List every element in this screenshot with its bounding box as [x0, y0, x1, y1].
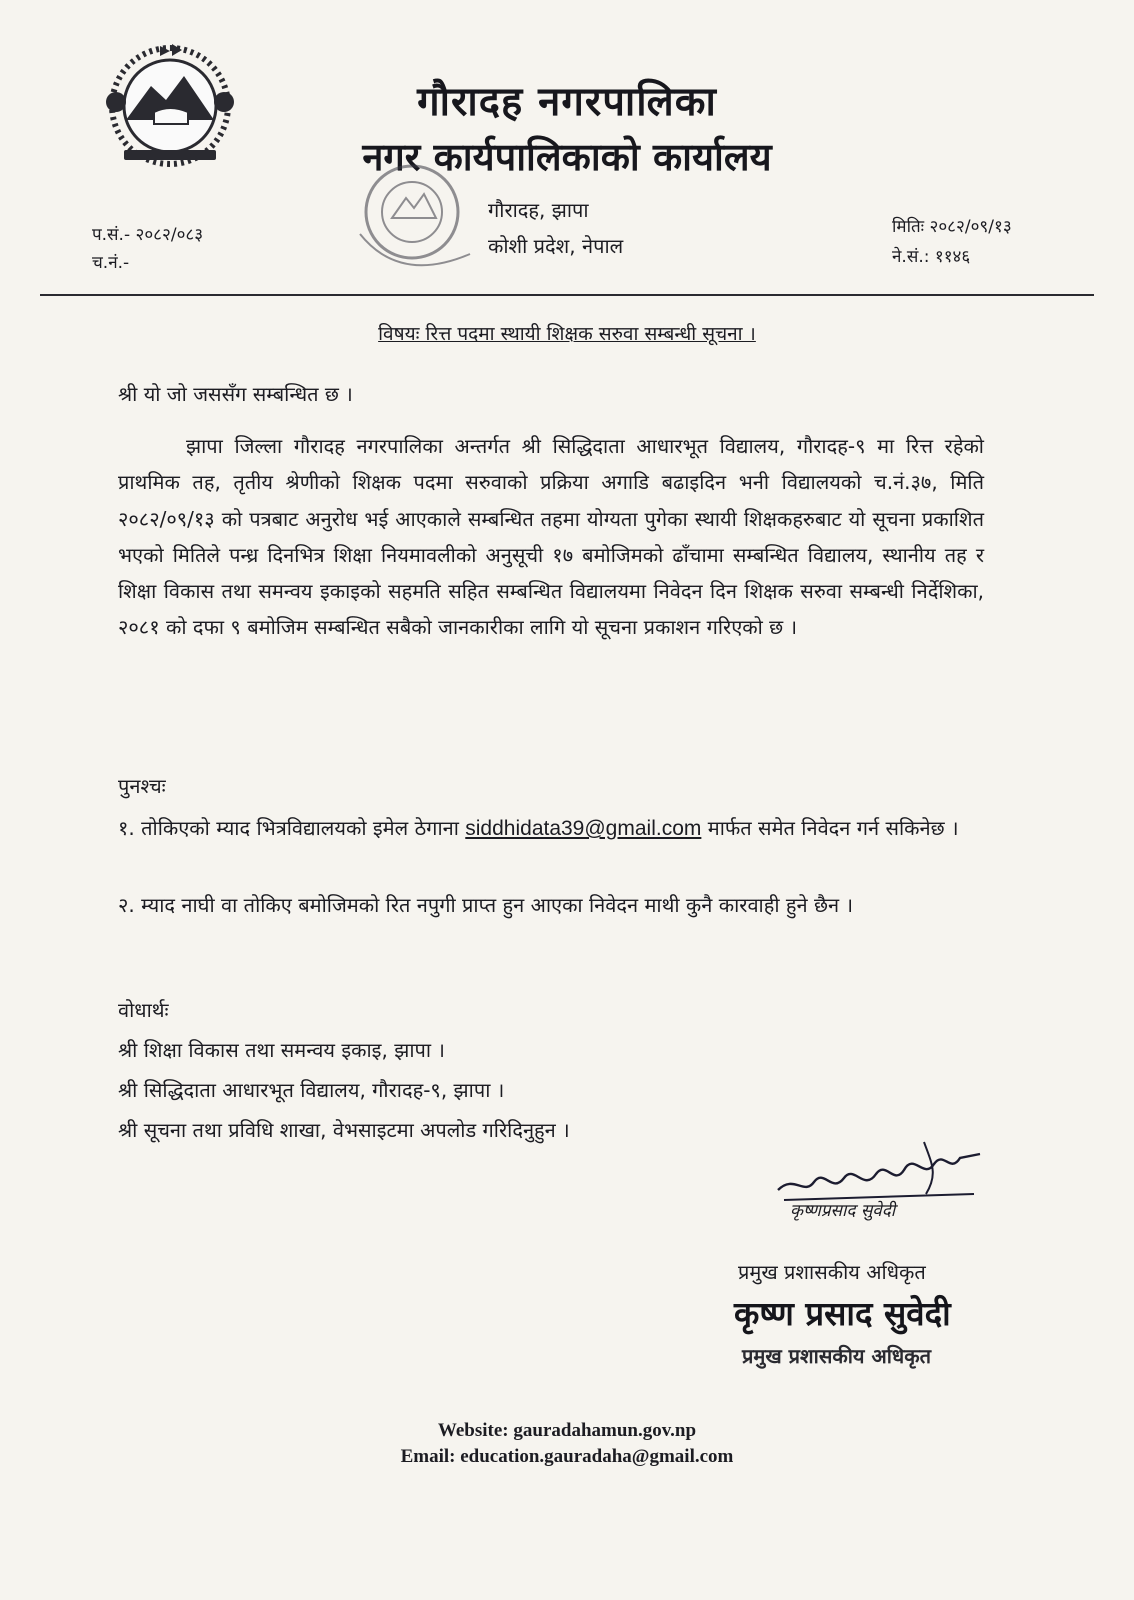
org-name: गौरादह नगरपालिका — [417, 79, 717, 125]
postscript-item-1 — [118, 810, 984, 847]
office-name: नगर कार्यपालिकाको कार्यालय — [362, 135, 772, 179]
letter-date: मितिः २०८२/०९/१३ — [892, 217, 1012, 237]
body-paragraph: झापा जिल्ला गौरादह नगरपालिका अन्तर्गत श्री सिद्धिदाता आधारभूत विद्यालय, गौरादह-९ मा रित्त रहेको प्राथमिक तह, तृतीय श्रेणीको शिक्षक पदमा सरुवाको प्रक्रिया अगाडि बढाइदिन भनी विद्यालयको च.नं.३७, मिति २०८२/०९/१३ को पत्रबाट अनुरोध भई आएकाले सम्बन्धित तहमा योग्यता पुगेका स्थायी शिक्षकहरुबाट यो सूचना प्रकाशित भएको मितिले पन्ध्र दिनभित्र शिक्षा नियमावलीको अनुसूची १७ बमोजिमको ढाँचामा सम्बन्धित विद्यालय, स्थानीय तह र शिक्षा विकास तथा समन्वय इकाइको सहमति सहित सम्बन्धित विद्यालयमा निवेदन दिन शिक्षक सरुवा सम्बन्धी निर्देशिका, २०८१ को दफा ९ बमोजिम सम्बन्धित सबैको जानकारीका लागि यो सूचना प्रकाशन गरिएको छ । — [118, 434, 984, 640]
postscript-1-after: मार्फत समेत निवेदन गर्न सकिनेछ । — [701, 816, 959, 840]
subject-text: विषयः रित्त पदमा स्थायी शिक्षक सरुवा सम्बन्धी सूचना । — [378, 323, 756, 345]
office-seal-icon — [340, 154, 490, 292]
school-email-link[interactable]: siddhidata39@gmail.com — [465, 817, 702, 840]
cc-item: श्री सिद्धिदाता आधारभूत विद्यालय, गौरादह-९, झापा । — [118, 1078, 505, 1102]
footer-email[interactable]: Email: education.gauradaha@gmail.com — [400, 1446, 734, 1467]
address-line-2: कोशी प्रदेश, नेपाल — [488, 234, 624, 258]
signatory-handwritten-name: कृष्णप्रसाद सुवेदी — [790, 1201, 896, 1221]
cc-item: श्री सूचना तथा प्रविधि शाखा, वेभसाइटमा अपलोड गरिदिनुहुन । — [118, 1118, 570, 1142]
name-stamp: कृष्ण प्रसाद सुवेदी — [734, 1294, 951, 1333]
title-stamp: प्रमुख प्रशासकीय अधिकृत — [742, 1344, 931, 1368]
header-divider — [40, 294, 1094, 296]
reference-number: प.सं.- २०८२/०८३ — [92, 225, 204, 245]
footer-website[interactable]: Website: gauradahamun.gov.np — [437, 1420, 697, 1441]
cc-heading: वोधार्थः — [118, 998, 169, 1022]
address-line-1: गौरादह, झापा — [488, 198, 589, 222]
postscript-heading: पुनश्चः — [118, 774, 166, 798]
signatory-title: प्रमुख प्रशासकीय अधिकृत — [738, 1260, 926, 1284]
subject-line — [0, 320, 1134, 346]
postscript-1-before: १. तोकिएको म्याद भित्रविद्यालयको इमेल ठेगाना — [118, 816, 466, 840]
cc-item: श्री शिक्षा विकास तथा समन्वय इकाइ, झापा । — [118, 1038, 445, 1062]
dispatch-number: च.नं.- — [92, 253, 130, 273]
nepal-samvat-date: ने.सं.: ११४६ — [892, 247, 971, 267]
postscript-item-2: २. म्याद नाघी वा तोकिए बमोजिमको रित नपुगी प्राप्त हुन आएका निवेदन माथी कुनै कारवाही हुने छैन । — [118, 893, 854, 917]
salutation: श्री यो जो जससँग सम्बन्धित छ । — [118, 382, 353, 406]
